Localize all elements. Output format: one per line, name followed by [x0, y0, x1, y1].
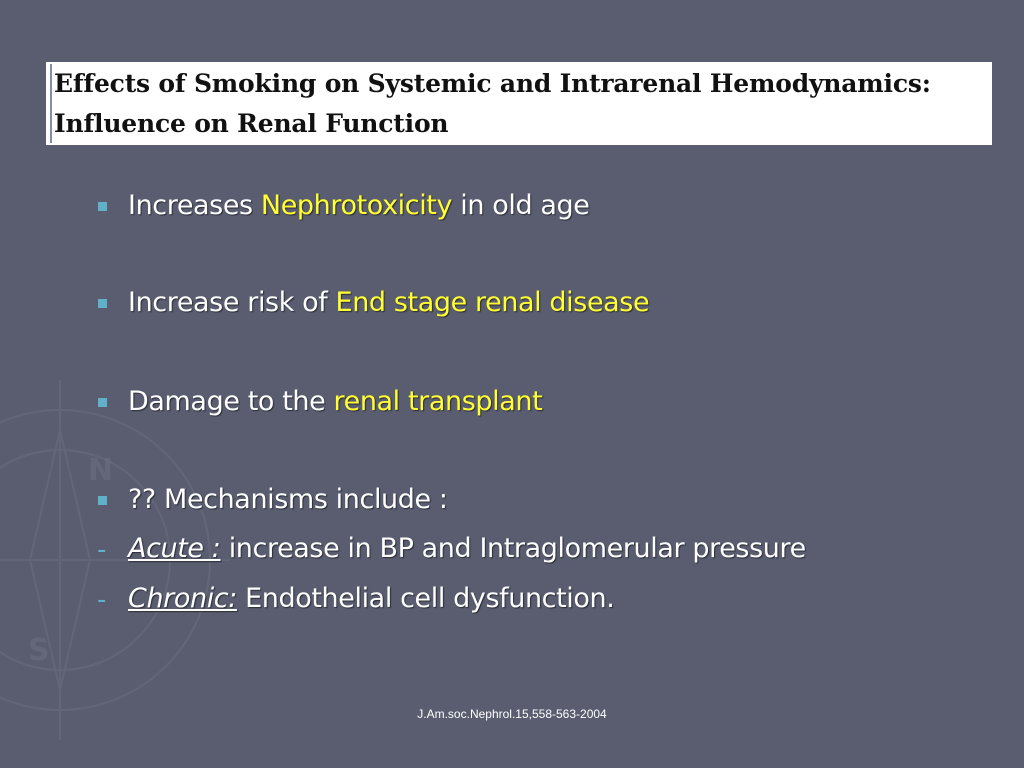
sub-item-text: increase in BP and Intraglomerular pressure: [220, 533, 806, 564]
bullet-mechanisms: [128, 484, 448, 515]
sub-item-chronic: [128, 583, 614, 614]
sub-item-acute: [128, 533, 806, 564]
square-bullet-icon: [98, 202, 107, 211]
citation-text: J.Am.soc.Nephrol.15,558-563-2004: [417, 707, 607, 721]
title-line-2: Influence on Renal Function: [54, 109, 449, 138]
square-bullet-icon: [98, 299, 107, 308]
bullet-text: Increases: [128, 190, 261, 221]
bullet-esrd-risk: [128, 287, 649, 318]
bullet-text: Damage to the: [128, 386, 334, 417]
sub-item-term: Acute :: [128, 533, 221, 564]
title-line-1: Effects of Smoking on Systemic and Intrarenal Hemodynamics:: [54, 69, 931, 98]
dash-marker: -: [97, 585, 107, 615]
bullet-text: ?? Mechanisms include :: [128, 484, 448, 515]
square-bullet-icon: [98, 398, 107, 407]
bullet-highlight: renal transplant: [333, 386, 543, 417]
citation: [0, 707, 1024, 721]
bullet-nephrotoxicity: [128, 190, 590, 221]
dash-marker: -: [97, 535, 107, 565]
sub-item-text: Endothelial cell dysfunction.: [236, 583, 615, 614]
bullet-text: in old age: [452, 190, 590, 221]
svg-text:S: S: [28, 633, 50, 668]
bullet-highlight: Nephrotoxicity: [260, 190, 453, 221]
square-bullet-icon: [98, 496, 107, 505]
bullet-text: Increase risk of: [128, 287, 336, 318]
bullet-transplant: [128, 386, 542, 417]
svg-text:N: N: [88, 453, 114, 488]
sub-item-term: Chronic:: [128, 583, 237, 614]
bullet-highlight: End stage renal disease: [335, 287, 650, 318]
